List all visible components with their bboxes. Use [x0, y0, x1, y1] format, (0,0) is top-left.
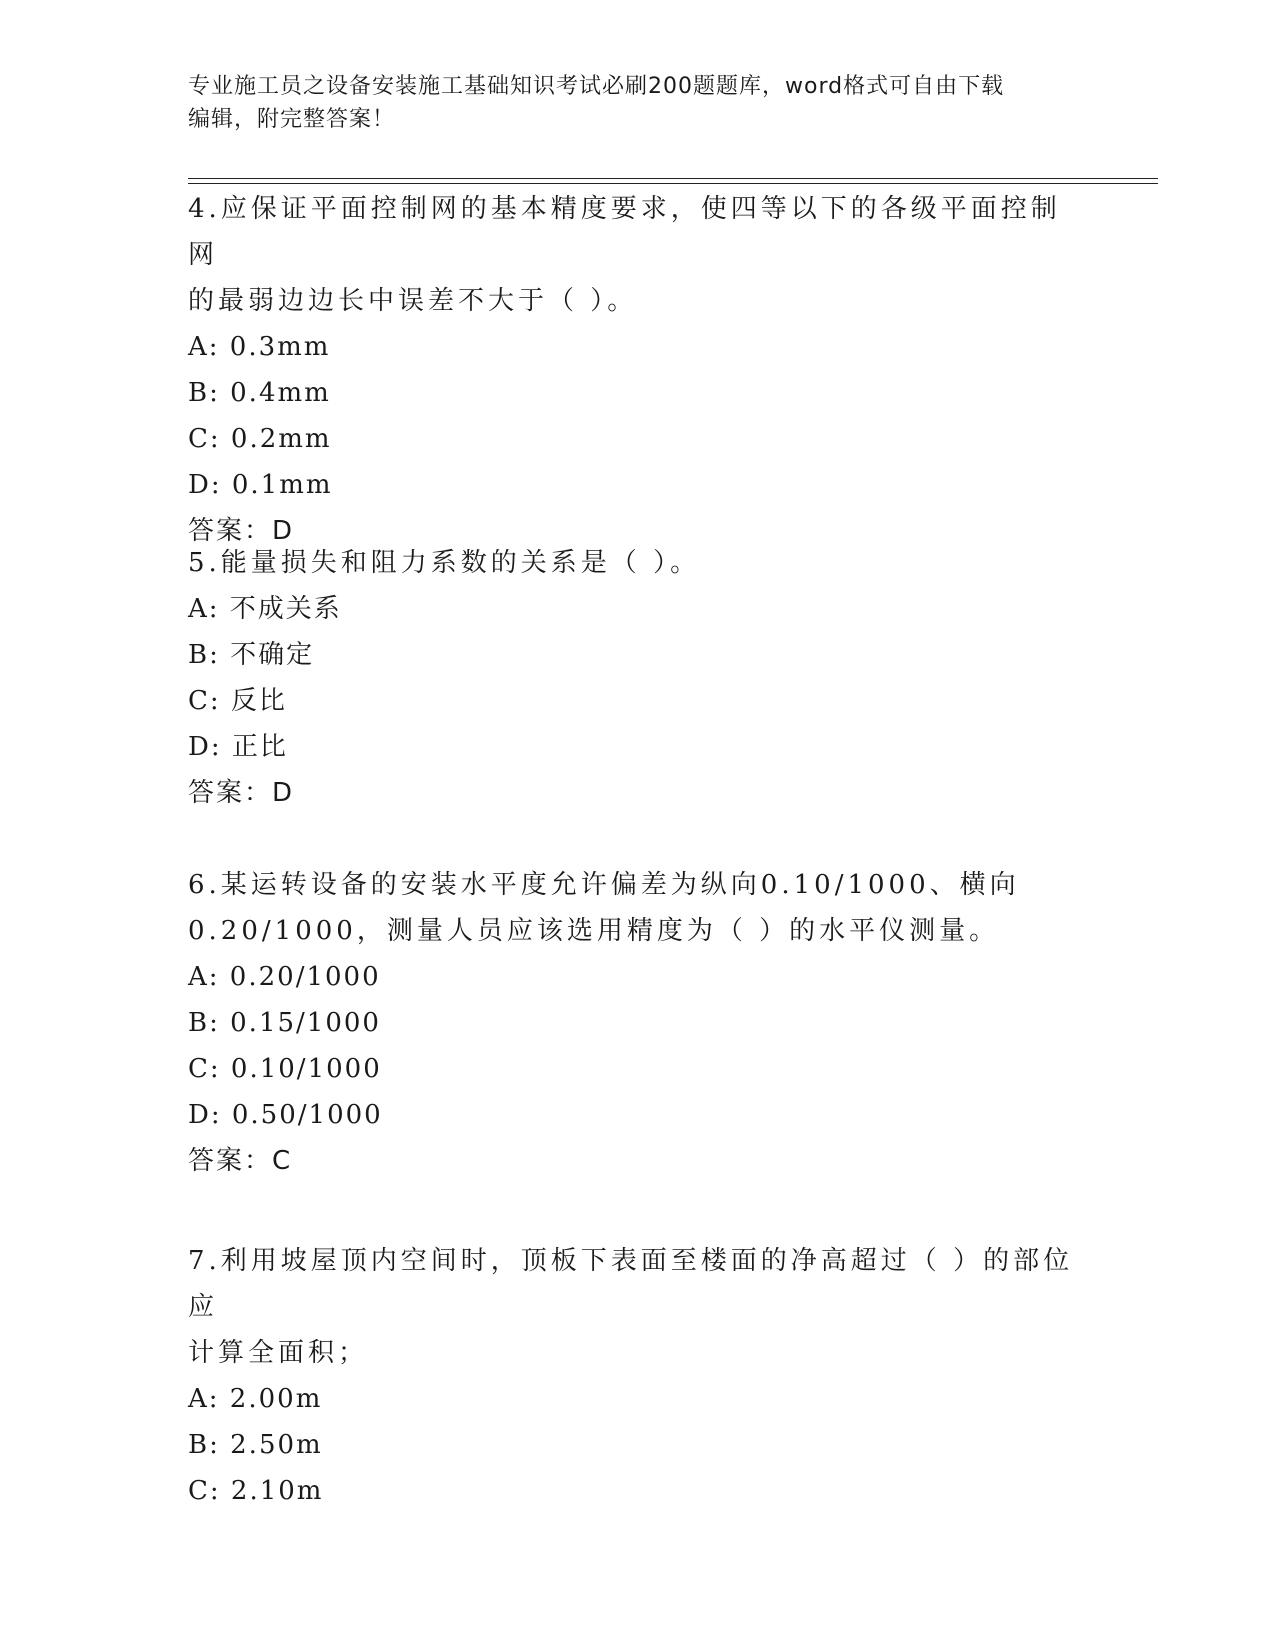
- option-b: B: 不确定: [188, 640, 315, 670]
- answer-line: [188, 770, 1088, 816]
- option-c: C: 0.2mm: [188, 424, 332, 454]
- option-c: C: 0.10/1000: [188, 1054, 382, 1084]
- question-7: [188, 1238, 1088, 1514]
- option-c: C: 2.10m: [188, 1476, 324, 1506]
- header-line-1: 专业施工员之设备安装施工基础知识考试必刷200题题库，word格式可自由下载: [188, 74, 1005, 99]
- option-b: B: 0.4mm: [188, 378, 331, 408]
- question-5: [188, 540, 1088, 816]
- answer-value: C: [272, 1146, 292, 1176]
- option-a: A: 2.00m: [188, 1384, 323, 1414]
- question-stem-line: 7.利用坡屋顶内空间时，顶板下表面至楼面的净高超过（ ）的部位应: [188, 1246, 1074, 1322]
- option-d: D: 正比: [188, 732, 288, 762]
- option-d: D: 0.50/1000: [188, 1100, 383, 1130]
- answer-value: D: [272, 778, 294, 808]
- option-c: C: 反比: [188, 686, 287, 716]
- question-stem-line: 0.20/1000，测量人员应该选用精度为（ ）的水平仪测量。: [188, 916, 1000, 946]
- option-b: B: 0.15/1000: [188, 1008, 381, 1038]
- option-a: A: 0.3mm: [188, 332, 331, 362]
- option-b: B: 2.50m: [188, 1430, 323, 1460]
- answer-value: D: [272, 516, 294, 546]
- question-6: [188, 862, 1088, 1184]
- document-header: [188, 70, 1088, 136]
- question-stem-line: 6.某运转设备的安装水平度允许偏差为纵向0.10/1000、横向: [188, 870, 1020, 900]
- answer-label: 答案：: [188, 1146, 273, 1176]
- question-stem-line: 4.应保证平面控制网的基本精度要求，使四等以下的各级平面控制网: [188, 194, 1061, 270]
- header-divider-bottom: [188, 183, 1158, 184]
- header-line-2: 编辑，附完整答案！: [188, 107, 396, 132]
- question-stem-line: 计算全面积；: [188, 1338, 369, 1368]
- answer-label: 答案：: [188, 516, 273, 546]
- option-a: A: 不成关系: [188, 594, 342, 624]
- header-divider-top: [188, 178, 1158, 179]
- option-d: D: 0.1mm: [188, 470, 333, 500]
- option-a: A: 0.20/1000: [188, 962, 381, 992]
- question-stem-line: 5.能量损失和阻力系数的关系是（ ）。: [188, 548, 701, 578]
- answer-line: [188, 1138, 1088, 1184]
- question-stem-line: 的最弱边边长中误差不大于（ ）。: [188, 286, 638, 316]
- question-4: [188, 186, 1088, 554]
- answer-label: 答案：: [188, 778, 273, 808]
